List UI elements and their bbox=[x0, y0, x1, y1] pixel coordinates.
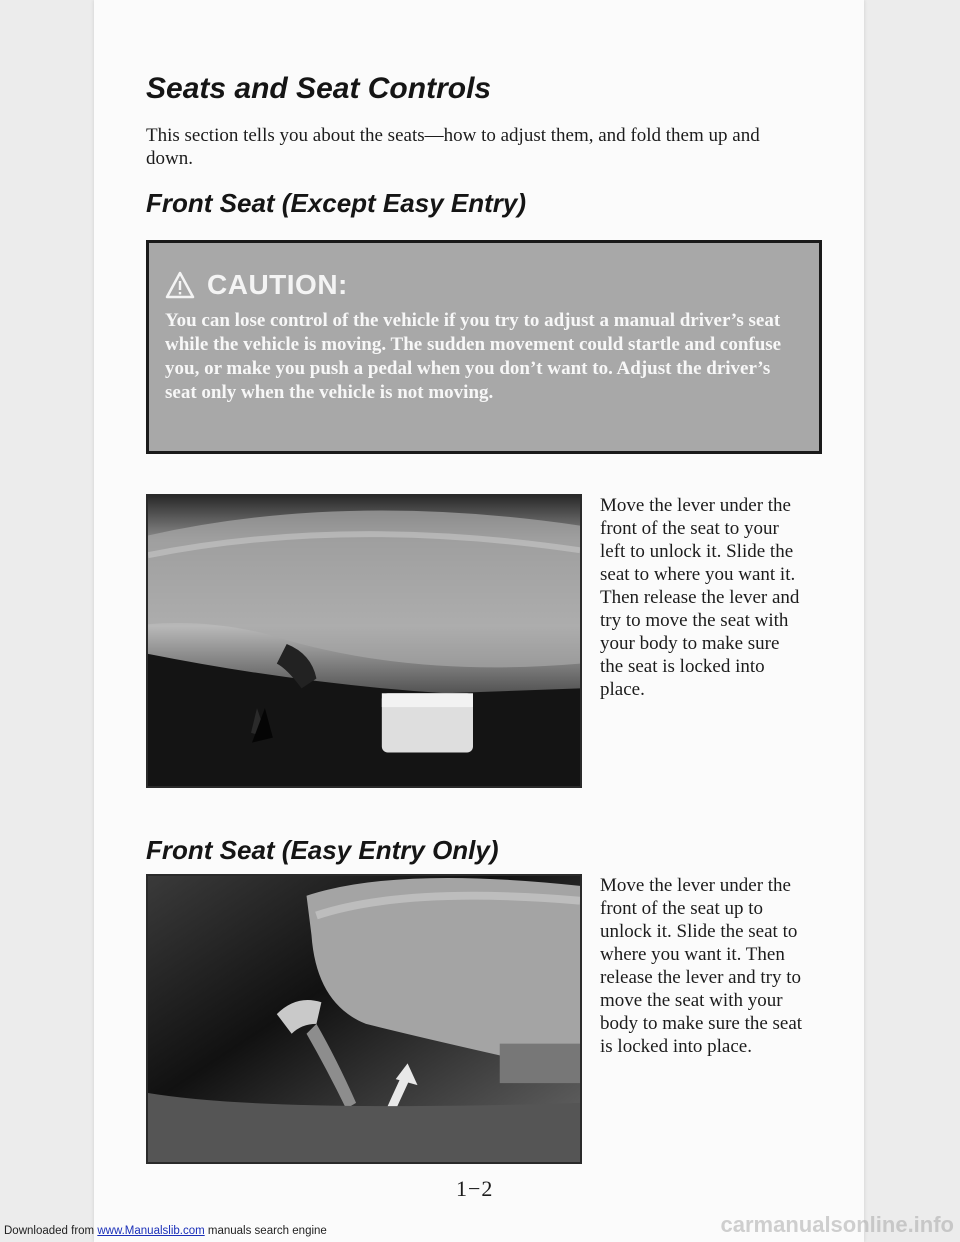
heading-front-seat-easy-entry: Front Seat (Easy Entry Only) bbox=[146, 835, 499, 865]
caution-title: CAUTION: bbox=[207, 269, 348, 300]
instructions-easy-entry: Move the lever under the front of the seat up to unlock it. Slide the seat to where you want it. Then release the lever and try to move the seat with your body to make sure the seat is locked into place. bbox=[600, 875, 803, 1057]
caution-text: You can lose control of the vehicle if you try to adjust a manual driver’s seat while the vehicle is moving. The sudden movement could startle and confuse you, or make you push a pedal when you don’t want to. Adjust the driver’s seat only when the vehicle is not moving. bbox=[165, 310, 782, 403]
page-number: 1−2 bbox=[456, 1176, 494, 1201]
manualslib-link[interactable]: www.Manualslib.com bbox=[97, 1225, 205, 1237]
seat-lever-photo-except-easy-entry bbox=[146, 494, 582, 788]
intro-paragraph: This section tells you about the seats—how to adjust them, and fold them up and down. bbox=[146, 125, 760, 169]
site-watermark: carmanualsonline.info bbox=[720, 1212, 954, 1237]
banner-prefix: Downloaded from bbox=[4, 1225, 98, 1237]
caution-box bbox=[146, 240, 822, 454]
instructions-except-easy-entry: Move the lever under the front of the seat to your left to unlock it. Slide the seat to where you want it. Then release the lever and try to move the seat with your body to make sure the seat is locked into place. bbox=[600, 495, 800, 700]
seat-lever-photo-easy-entry bbox=[146, 874, 582, 1164]
caution-header bbox=[165, 269, 348, 301]
heading-front-seat-except-easy-entry: Front Seat (Except Easy Entry) bbox=[146, 188, 526, 218]
page-title: Seats and Seat Controls bbox=[146, 72, 492, 105]
download-banner bbox=[4, 1225, 327, 1237]
banner-suffix: manuals search engine bbox=[204, 1225, 327, 1237]
warning-triangle-icon bbox=[165, 271, 195, 299]
